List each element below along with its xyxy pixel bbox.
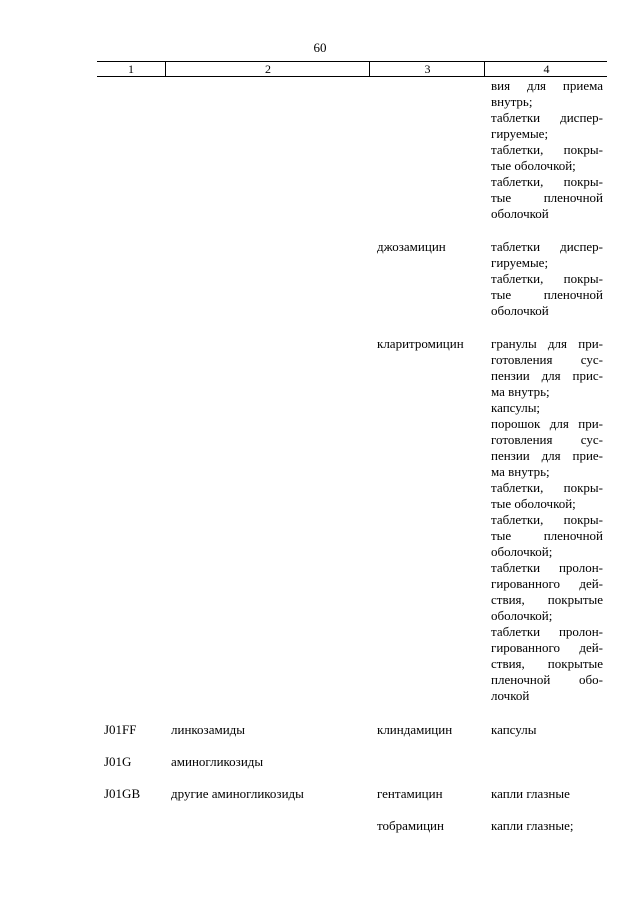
dosage-form-line: ма внутрь; — [491, 464, 550, 479]
drug-name: клиндамицин — [377, 722, 453, 737]
atc-group-name: линкозамиды — [171, 722, 245, 737]
dosage-forms-cell — [491, 818, 603, 834]
dosage-form-line: тые пленочной — [491, 528, 603, 543]
dosage-form-line: тые оболочкой; — [491, 496, 576, 511]
drug-name: гентамицин — [377, 786, 443, 801]
dosage-form-line: ствия, покрытые — [491, 592, 603, 607]
dosage-form-line: таблетки, покры- — [491, 271, 603, 286]
dosage-form-line: гируемые; — [491, 126, 549, 141]
column-header-3: 3 — [369, 62, 485, 76]
dosage-form-line: гированного дей- — [491, 640, 603, 655]
dosage-form-line: таблетки, покры- — [491, 512, 603, 527]
column-header-2: 2 — [165, 62, 370, 76]
dosage-form-line: таблетки пролон- — [491, 624, 603, 639]
dosage-form-line: тые оболочкой; — [491, 158, 576, 173]
dosage-form-line: таблетки диспер- — [491, 239, 603, 254]
dosage-form-line: пензии для прие- — [491, 448, 603, 463]
dosage-forms-cell — [491, 786, 603, 802]
dosage-form-line: таблетки, покры- — [491, 142, 603, 157]
atc-group-name: аминогликозиды — [171, 754, 264, 769]
dosage-form-line: капли глазные — [491, 786, 570, 801]
atc-code: J01FF — [104, 722, 137, 737]
dosage-forms-cell — [491, 722, 603, 738]
dosage-form-line: внутрь; — [491, 94, 533, 109]
dosage-form-line: капли глазные; — [491, 818, 574, 833]
dosage-form-line: таблетки, покры- — [491, 174, 603, 189]
dosage-form-line: ствия, покрытые — [491, 656, 603, 671]
dosage-form-line: оболочкой; — [491, 608, 553, 623]
dosage-form-line: гированного дей- — [491, 576, 603, 591]
dosage-form-line: гранулы для при- — [491, 336, 603, 351]
drug-name: тобрамицин — [377, 818, 444, 833]
dosage-form-line: готовления сус- — [491, 352, 603, 367]
page-number: 60 — [313, 40, 327, 55]
dosage-forms-cell — [491, 78, 603, 222]
dosage-form-line: капсулы; — [491, 400, 541, 415]
dosage-form-line: тые пленочной — [491, 190, 603, 205]
dosage-form-line: оболочкой — [491, 303, 549, 318]
dosage-form-line: оболочкой — [491, 206, 549, 221]
dosage-form-line: пензии для прис- — [491, 368, 603, 383]
dosage-form-line: лочкой — [491, 688, 530, 703]
dosage-form-line: таблетки диспер- — [491, 110, 603, 125]
drug-name: кларитромицин — [377, 336, 464, 351]
table-header — [97, 61, 607, 77]
column-header-4: 4 — [484, 62, 608, 76]
dosage-form-line: пленочной обо- — [491, 672, 603, 687]
atc-group-name: другие аминогликозиды — [171, 786, 304, 801]
drug-name: джозамицин — [377, 239, 446, 254]
atc-code: J01G — [104, 754, 132, 769]
dosage-form-line: капсулы — [491, 722, 537, 737]
dosage-form-line: готовления сус- — [491, 432, 603, 447]
dosage-form-line: таблетки пролон- — [491, 560, 603, 575]
dosage-forms-cell — [491, 336, 603, 704]
dosage-form-line: ма внутрь; — [491, 384, 550, 399]
dosage-forms-cell — [491, 239, 603, 319]
dosage-form-line: оболочкой; — [491, 544, 553, 559]
dosage-form-line: тые пленочной — [491, 287, 603, 302]
atc-code: J01GB — [104, 786, 141, 801]
dosage-form-line: вия для приема — [491, 78, 603, 93]
dosage-form-line: порошок для при- — [491, 416, 603, 431]
column-header-1: 1 — [128, 62, 134, 76]
dosage-form-line: таблетки, покры- — [491, 480, 603, 495]
dosage-form-line: гируемые; — [491, 255, 549, 270]
